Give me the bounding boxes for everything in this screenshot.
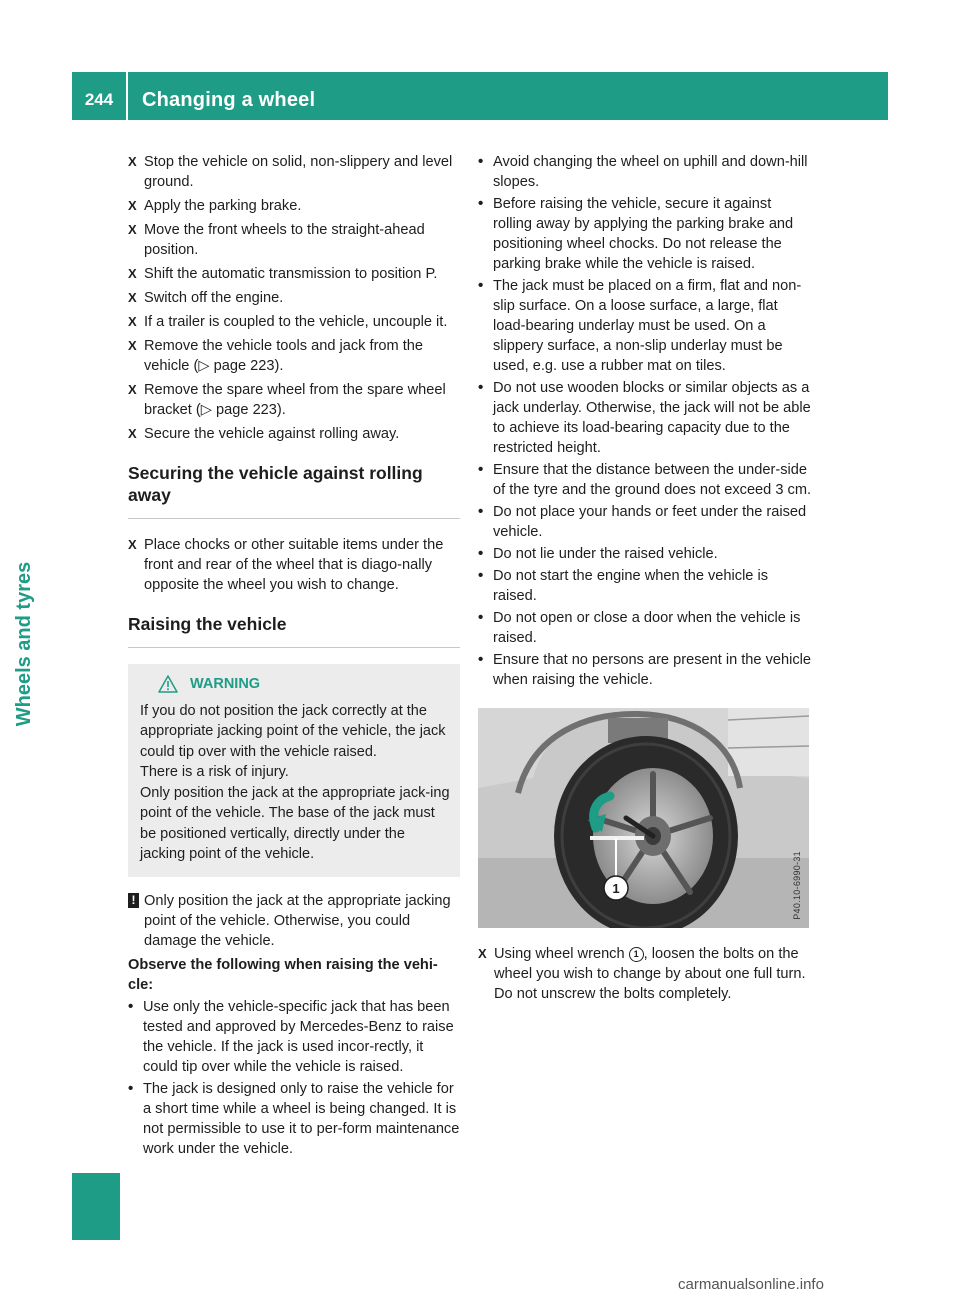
list-item: • Do not start the engine when the vehicle is raised. [478, 567, 769, 604]
step-item: X Using wheel wrench 1 , loosen the bolts on the wheel you wish to change by about one full turn. Do not unscrew the bolts completely. [478, 946, 806, 1002]
bullet-icon: • [478, 195, 484, 212]
step-arrow-icon: X [128, 426, 137, 441]
bullet-icon: • [478, 503, 484, 520]
svg-text:1: 1 [612, 881, 620, 896]
bullet-icon: • [128, 1079, 134, 1097]
list-item: • Ensure that the distance between the under-side of the tyre and the ground does not exceed 3 cm. [478, 461, 812, 498]
observe-heading: Observe the following when raising the vehi-cle: [128, 956, 438, 993]
section-title: Changing a wheel [142, 89, 316, 111]
list-item: • Avoid changing the wheel on uphill and down-hill slopes. [478, 153, 808, 190]
wheel-wrench-illustration [478, 708, 809, 928]
chapter-tab-label: Wheels and tyres [13, 561, 35, 727]
step-item: X Stop the vehicle on solid, non-slippery and level ground. [128, 154, 453, 190]
list-item: • Do not use wooden blocks or similar objects as a jack underlay. Otherwise, the jack will not be able to achieve its load-bearing capacity due to the restricted height. [478, 379, 811, 456]
step-arrow-icon: X [128, 537, 137, 552]
bullet-icon: • [478, 545, 484, 562]
callout-reference: 1 [629, 947, 644, 962]
page-number: 244 [84, 90, 114, 109]
bullet-icon: • [478, 461, 484, 478]
step-arrow-icon: X [128, 338, 137, 353]
warning-box [128, 664, 460, 877]
header-divider [126, 72, 128, 120]
bullet-icon: • [128, 997, 134, 1015]
list-item: • Do not place your hands or feet under the raised vehicle. [478, 503, 807, 540]
step-arrow-icon: X [128, 154, 137, 169]
step-arrow-icon: X [128, 198, 137, 213]
bullet-icon: • [478, 651, 484, 668]
list-item: • Do not open or close a door when the vehicle is raised. [478, 609, 801, 646]
step-item: X Move the front wheels to the straight-ahead position. [128, 222, 425, 258]
step-item: X Remove the vehicle tools and jack from the vehicle (▷ page 223). [128, 338, 424, 374]
step-arrow-icon: X [128, 382, 137, 397]
material-damage-note: ! Only position the jack at the appropriate jacking point of the vehicle. Otherwise, you could damage the vehicle. [128, 891, 460, 951]
step-item: X If a trailer is coupled to the vehicle, uncouple it. [128, 314, 448, 330]
step-item: X Apply the parking brake. [128, 198, 302, 214]
bullet-icon: • [478, 379, 484, 396]
step-item: X Place chocks or other suitable items under the front and rear of the wheel that is diago-nally opposite the wheel you wish to change. [128, 537, 444, 593]
watermark: carmanualsonline.info [678, 1276, 824, 1293]
chapter-tab-block [72, 1173, 120, 1240]
list-item: • The jack is designed only to raise the vehicle for a short time while a wheel is being changed. It is not permissible to use it to per-form maintenance work under the vehicle. [128, 1079, 460, 1157]
step-item: X Remove the spare wheel from the spare wheel bracket (▷ page 223). [128, 382, 446, 418]
warning-instruction: Only position the jack at the appropriate jack-ing point of the vehicle. The base of the jack must be positioned vertically, directly under the jacking point of the vehicle. [140, 784, 450, 862]
bullet-icon: • [478, 609, 484, 626]
step-arrow-icon: X [128, 290, 137, 305]
list-item: • Use only the vehicle-specific jack that has been tested and approved by Mercedes-Benz to raise the vehicle. If the jack is used incor-rectly, it could tip over while the vehicle is raised. [128, 997, 454, 1075]
bullet-icon: • [478, 153, 484, 170]
page-header [72, 72, 888, 120]
bullet-icon: • [478, 277, 484, 294]
step-arrow-icon: X [128, 266, 137, 281]
figure-code: P40.10-6990-31 [792, 851, 802, 920]
list-item: • Before raising the vehicle, secure it against rolling away by applying the parking brake and positioning wheel chocks. Do not release the parking brake while the vehicle is raised. [478, 195, 794, 272]
step-arrow-icon: X [128, 314, 137, 329]
step-item: X Shift the automatic transmission to position P. [128, 266, 438, 282]
list-item: • The jack must be placed on a firm, flat and non-slip surface. On a loose surface, a large, flat load-bearing underlay must be used. On a slippery surface, a non-slip underlay must be used, e.g. use a rubber mat on tiles. [478, 277, 802, 374]
wheel-photo-graphic [478, 708, 809, 928]
list-item: • Do not lie under the raised vehicle. [478, 545, 718, 562]
step-item: X Switch off the engine. [128, 290, 284, 306]
left-column [128, 152, 460, 1161]
heading-raising-vehicle: Raising the vehicle [128, 613, 460, 648]
warning-text: If you do not position the jack correctly at the appropriate jacking point of the vehicle, the jack could tip over with the vehicle raised. [140, 702, 446, 760]
step-arrow-icon: X [478, 946, 487, 961]
list-item: • Ensure that no persons are present in the vehicle when raising the vehicle. [478, 651, 812, 688]
warning-title: WARNING [158, 674, 450, 695]
warning-triangle-icon [158, 675, 178, 693]
heading-securing-vehicle: Securing the vehicle against rolling away [128, 462, 460, 519]
exclamation-icon: ! [128, 893, 139, 908]
bullet-icon: • [478, 567, 484, 584]
step-item: X Secure the vehicle against rolling away. [128, 426, 400, 442]
step-arrow-icon: X [128, 222, 137, 237]
warning-risk: There is a risk of injury. [140, 764, 289, 780]
right-column [478, 152, 812, 1008]
